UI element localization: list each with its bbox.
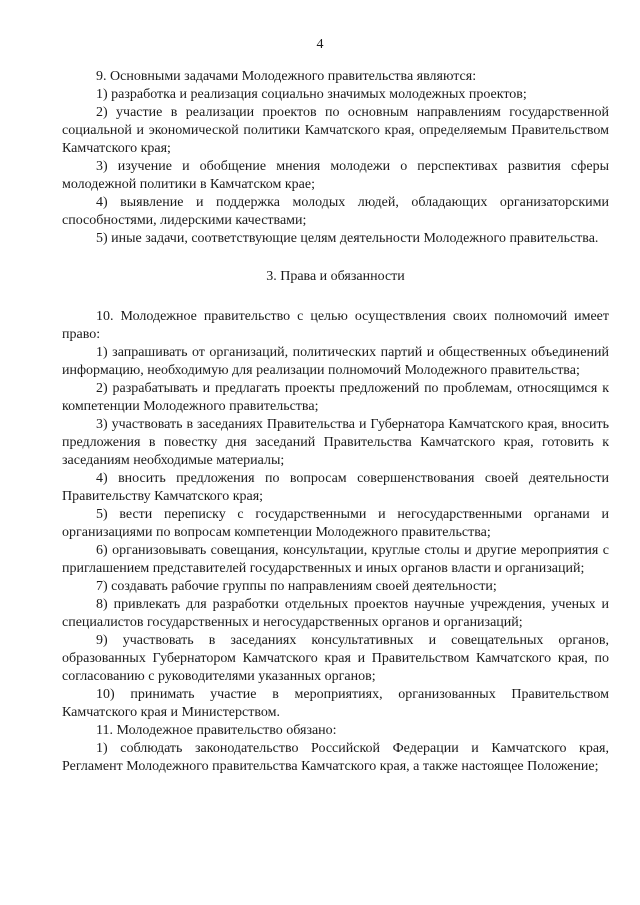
list-item: 9) участвовать в заседаниях консультативных и совещательных органов, образованных Губернатором Камчатского края и Правительством Камчатского края, по согласованию с руководителями указанных органов; xyxy=(62,633,609,684)
section-heading: 3. Права и обязанности xyxy=(266,269,405,284)
document-body xyxy=(62,68,609,776)
paragraph-10-intro: 10. Молодежное правительство с целью осуществления своих полномочий имеет право: xyxy=(62,309,609,342)
paragraph-11-intro: 11. Молодежное правительство обязано: xyxy=(96,723,337,738)
list-item: 1) соблюдать законодательство Российской Федерации и Камчатского края, Регламент Молодежного правительства Камчатского края, а также настоящее Положение; xyxy=(62,741,609,774)
paragraph-9-intro: 9. Основными задачами Молодежного правительства являются: xyxy=(96,69,477,84)
list-item: 3) изучение и обобщение мнения молодежи о перспективах развития сферы молодежной политики в Камчатском крае; xyxy=(62,159,609,192)
list-item: 5) иные задачи, соответствующие целям деятельности Молодежного правительства. xyxy=(96,231,599,246)
list-item: 6) организовывать совещания, консультации, круглые столы и другие мероприятия с приглашением представителей государственных и иных органов власти и организаций; xyxy=(62,543,609,576)
list-item: 10) принимать участие в мероприятиях, организованных Правительством Камчатского края и Министерством. xyxy=(62,687,609,720)
page-number: 4 xyxy=(316,37,324,52)
list-item: 4) выявление и поддержка молодых людей, обладающих организаторскими способностями, лидерскими качествами; xyxy=(62,195,609,228)
list-item: 1) запрашивать от организаций, политических партий и общественных объединений информацию, необходимую для реализации полномочий Молодежного правительства; xyxy=(62,345,609,378)
list-item: 2) разрабатывать и предлагать проекты предложений по проблемам, относящимся к компетенции Молодежного правительства; xyxy=(62,381,609,414)
list-item: 1) разработка и реализация социально значимых молодежных проектов; xyxy=(96,87,527,102)
list-item: 2) участие в реализации проектов по основным направлениям государственной социальной и экономической политики Камчатского края, определяемым Правительством Камчатского края; xyxy=(62,105,609,156)
list-item: 4) вносить предложения по вопросам совершенствования своей деятельности Правительству Камчатского края; xyxy=(62,471,609,504)
list-item: 3) участвовать в заседаниях Правительства и Губернатора Камчатского края, вносить предложения в повестку дня заседаний Правительства Камчатского края, готовить к заседаниям необходимые материалы; xyxy=(62,417,609,468)
list-item: 7) создавать рабочие группы по направлениям своей деятельности; xyxy=(96,579,497,594)
list-item: 8) привлекать для разработки отдельных проектов научные учреждения, ученых и специалистов государственных и негосударственных органов и организаций; xyxy=(62,597,609,630)
list-item: 5) вести переписку с государственными и негосударственными органами и организациями по вопросам компетенции Молодежного правительства; xyxy=(62,507,609,540)
